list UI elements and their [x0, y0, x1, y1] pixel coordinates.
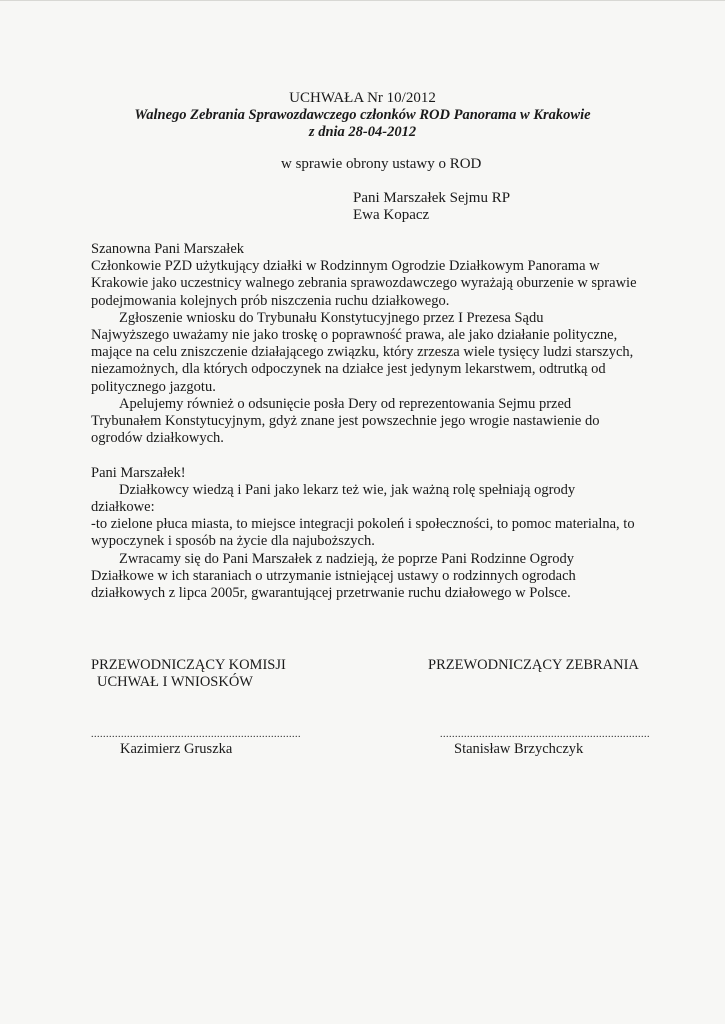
resolution-date: z dnia 28-04-2012 [308, 124, 417, 140]
left-signatory-name: Kazimierz Gruszka [120, 741, 233, 757]
salutation: Szanowna Pani Marszałek [91, 241, 245, 257]
resolution-subject: w sprawie obrony ustawy o ROD [281, 156, 482, 172]
addressee-line-1: Pani Marszałek Sejmu RP [353, 190, 511, 206]
page-edge [0, 0, 725, 1]
right-signatory-name: Stanisław Brzychczyk [454, 741, 584, 757]
spacer [91, 447, 651, 464]
left-signature-line: ...................................................................... [91, 729, 301, 740]
salutation-2: Pani Marszałek! [91, 464, 186, 481]
addressee-line-2: Ewa Kopacz [353, 207, 430, 223]
left-signatory-title-1: PRZEWODNICZĄCY KOMISJI [91, 657, 286, 673]
right-signature-line: ...................................................................... [440, 729, 650, 740]
paragraph-4: Działkowcy wiedzą i Pani jako lekarz też wie, jak ważną rolę spełniają ogrody działkowe: [91, 481, 576, 516]
resolution-subtitle: Walnego Zebrania Sprawozdawczego członków ROD Panorama w Krakowie [134, 107, 591, 123]
paragraph-3: Apelujemy również o odsunięcie posła Dery od reprezentowania Sejmu przed Trybunałem Konstytucyjnym, gdyż znane jest powszechnie jego wrogie nastawienie do ogrodów działkowych. [91, 395, 600, 447]
resolution-title: UCHWAŁA Nr 10/2012 [289, 90, 436, 106]
letter-body [91, 241, 651, 602]
right-signatory-title: PRZEWODNICZĄCY ZEBRANIA [428, 657, 639, 673]
paragraph-5: -to zielone płuca miasta, to miejsce integracji pokoleń i społeczności, to pomoc materialna, to wypoczynek i sposób na życie dla najuboższych. [91, 516, 635, 550]
paragraph-6: Zwracamy się do Pani Marszałek z nadzieją, że poprze Pani Rodzinne Ogrody Działkowe w ich staraniach o utrzymanie istniejącej ustawy o rodzinnych ogrodach działkowych z lipca 2005r, gwarantującej przetrwanie ruchu działowego w Polsce. [91, 550, 576, 602]
paragraph-2: Zgłoszenie wniosku do Trybunału Konstytucyjnego przez I Prezesa Sądu Najwyższego uważamy nie jako troskę o poprawność prawa, ale jako działanie polityczne, mające na celu zniszczenie działającego związku, który zrzesza wiele tysięcy ludzi starszych, niezamożnych, dla których odpoczynek na działce jest jedynym lekarstwem, odtrutką od politycznego jazgotu. [91, 309, 634, 395]
paragraph-1: Członkowie PZD użytkujący działki w Rodzinnym Ogrodzie Działkowym Panorama w Krakowie jako uczestnicy walnego zebrania sprawozdawczego wyrażają oburzenie w sprawie podejmowania kolejnych prób niszczenia ruchu działkowego. [91, 258, 637, 309]
left-signatory-title-2: UCHWAŁ I WNIOSKÓW [97, 674, 253, 690]
